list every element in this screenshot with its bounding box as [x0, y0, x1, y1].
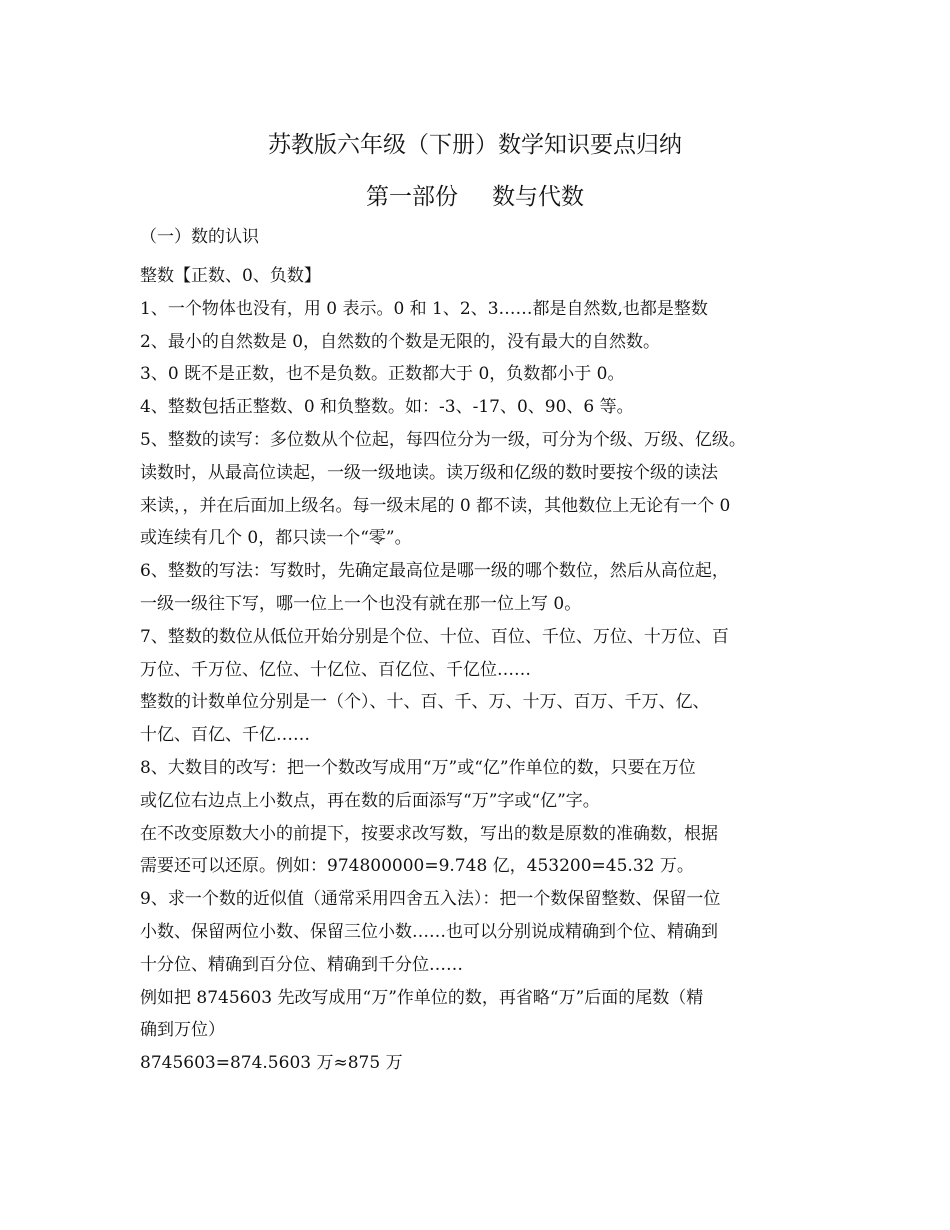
section-heading: （一）数的认识 [140, 227, 259, 247]
part-number: 第一部份 [366, 184, 458, 210]
text-line: 十分位、精确到百分位、精确到千分位…… [140, 954, 463, 975]
text-line: 8、大数目的改写：把一个数改写成用“万”或“亿”作单位的数，只要在万位 [140, 757, 696, 778]
text-line: 读数时，从最高位读起，一级一级地读。读万级和亿级的数时要按个级的读法 [140, 462, 718, 483]
text-line: 一级一级往下写，哪一位上一个也没有就在那一位上写 0。 [140, 593, 582, 614]
text-line: 来读，，并在后面加上级名。每一级末尾的 0 都不读，其他数位上无论有一个 0 [140, 495, 731, 516]
part-title [0, 182, 950, 212]
text-line: 十亿、百亿、千亿…… [140, 725, 310, 746]
text-line: 在不改变原数大小的前提下，按要求改写数，写出的数是原数的准确数，根据 [140, 823, 718, 844]
text-line: 需要还可以还原。例如：974800000=9.748 亿，453200=45.32 万。 [140, 856, 694, 877]
text-line: 整数【正数、0、负数】 [140, 266, 321, 286]
part-name: 数与代数 [492, 184, 584, 210]
document-title: 苏教版六年级（下册）数学知识要点归纳 [268, 132, 682, 158]
text-line: 或亿位右边点上小数点，再在数的后面添写“万”字或“亿”字。 [140, 790, 600, 811]
text-line: 7、整数的数位从低位开始分别是个位、十位、百位、千位、万位、十万位、百 [140, 626, 729, 647]
text-line: 8745603=874.5603 万≈875 万 [140, 1053, 403, 1074]
text-line: 9、求一个数的近似值（通常采用四舍五入法）：把一个数保留整数、保留一位 [140, 889, 721, 910]
text-line: 5、整数的读写：多位数从个位起，每四位分为一级，可分为个级、万级、亿级。 [140, 429, 746, 450]
text-line: 整数的计数单位分别是一（个）、十、百、千、万、十万、百万、千万、亿、 [140, 692, 710, 713]
document-body [140, 222, 820, 1080]
text-line: 3、0 既不是正数，也不是负数。正数都大于 0，负数都小于 0。 [140, 364, 625, 385]
text-line: 6、整数的写法：写数时，先确定最高位是哪一级的哪个数位，然后从高位起， [140, 561, 729, 582]
text-line: 例如把 8745603 先改写成用“万”作单位的数，再省略“万”后面的尾数（精 [140, 987, 704, 1008]
text-line: 确到万位） [140, 1020, 225, 1041]
text-line: 1、一个物体也没有，用 0 表示。0 和 1、2、3……都是自然数,也都是整数 [140, 298, 708, 319]
text-line: 或连续有几个 0，都只读一个“零”。 [140, 528, 412, 549]
text-line: 万位、千万位、亿位、十亿位、百亿位、千亿位…… [140, 659, 531, 680]
text-line: 4、整数包括正整数、0 和负整数。如：-3、-17、0、90、6 等。 [140, 397, 634, 418]
text-line: 2、最小的自然数是 0，自然数的个数是无限的，没有最大的自然数。 [140, 331, 661, 352]
text-line: 小数、保留两位小数、保留三位小数……也可以分别说成精确到个位、精确到 [140, 921, 718, 942]
